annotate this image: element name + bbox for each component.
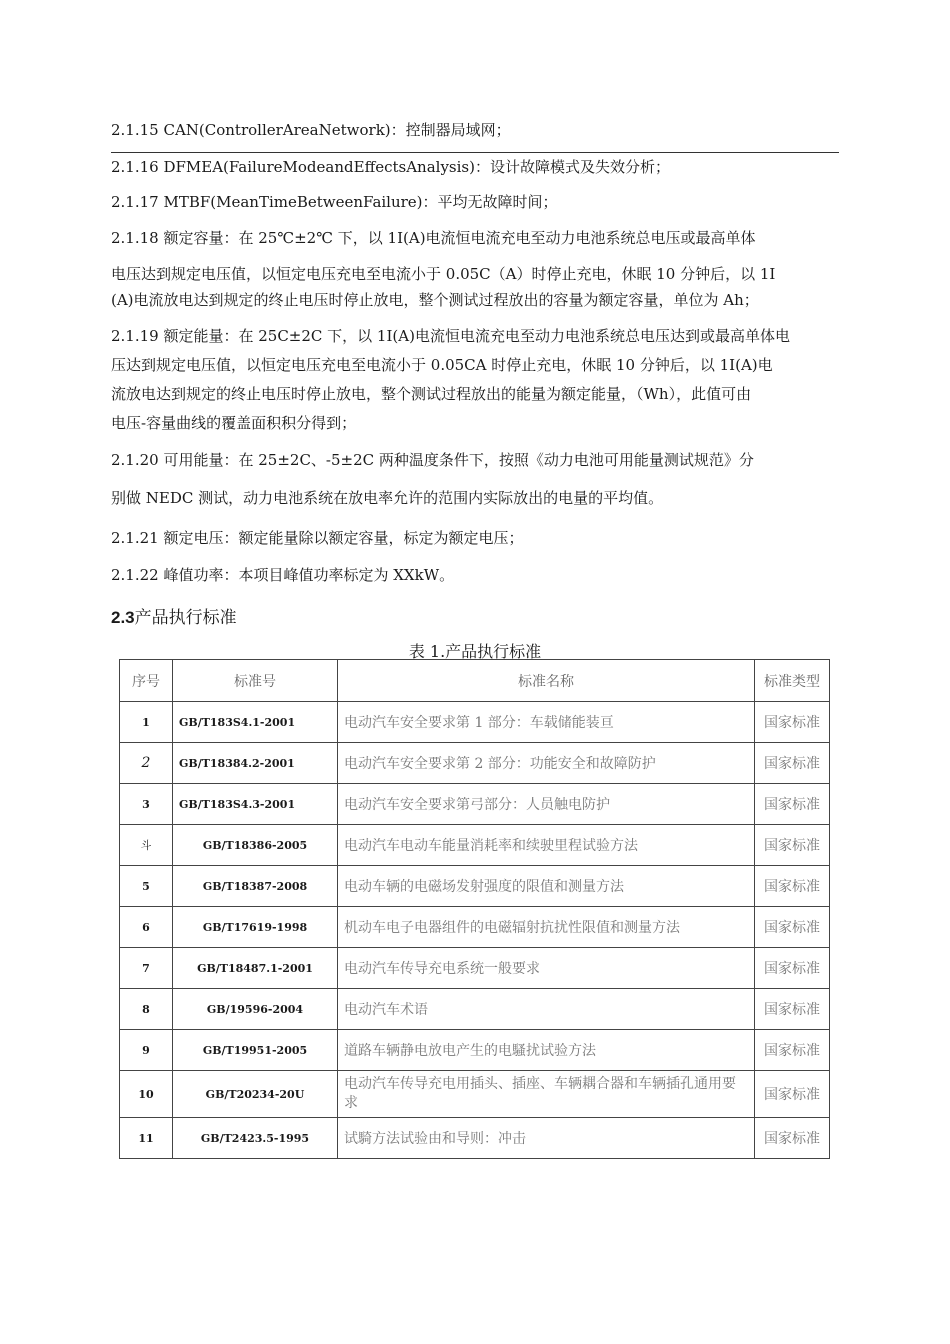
clause-2-1-17: 2.1.17 MTBF(MeanTimeBetweenFailure)：平均无故障时间； [111, 193, 558, 211]
header-index: 序号 [120, 660, 173, 702]
row-name: 电动汽车术语 [338, 989, 755, 1030]
clause-2-1-19-line-3: 流放电达到规定的终止电压时停止放电，整个测试过程放出的能量为额定能量，（Wh），此值可由 [111, 385, 752, 403]
row-name: 机动车电子电器组件的电磁辐射抗扰性限值和测量方法 [338, 907, 755, 948]
header-name: 标准名称 [338, 660, 755, 702]
row-name: 电动汽车电动车能量消耗率和续驶里程试验方法 [338, 825, 755, 866]
row-type: 国家标准 [755, 989, 830, 1030]
table-header-row [120, 660, 830, 702]
clause-2-1-16: 2.1.16 DFMEA(FailureModeandEffectsAnalysis)：设计故障模式及失效分析； [111, 158, 670, 176]
clause-2-1-18-line-3: (A)电流放电达到规定的终止电压时停止放电，整个测试过程放出的容量为额定容量，单位为 Ah； [111, 291, 759, 309]
row-type: 国家标准 [755, 825, 830, 866]
clause-2-1-19-line-1: 2.1.19 额定能量：在 25C±2C 下，以 1I(A)电流恒电流充电至动力电池系统总电压达到或最高单体电 [111, 327, 790, 345]
row-code: GB/19596-2004 [173, 989, 338, 1030]
row-index: 6 [120, 907, 173, 948]
row-name: 电动汽车安全要求第弓部分：人员触电防护 [338, 784, 755, 825]
row-index: 10 [120, 1071, 173, 1118]
row-index: 2 [120, 743, 173, 784]
row-type: 国家标准 [755, 1030, 830, 1071]
row-type: 国家标准 [755, 743, 830, 784]
row-index: 8 [120, 989, 173, 1030]
row-type: 国家标准 [755, 784, 830, 825]
row-index: 斗 [120, 825, 173, 866]
clause-2-1-20-line-2: 别做 NEDC 测试，动力电池系统在放电率允许的范围内实际放出的电量的平均值。 [111, 489, 664, 507]
row-code: GB/T20234-20U [173, 1071, 338, 1118]
row-name: 电动汽车安全要求第 2 部分：功能安全和故障防护 [338, 743, 755, 784]
row-type: 国家标准 [755, 948, 830, 989]
row-code: GB/T183S4.3-2001 [173, 784, 338, 825]
table-row [120, 866, 830, 907]
clause-2-1-19-line-2: 压达到规定电压值，以恒定电压充电至电流小于 0.05CA 时停止充电，休眠 10 分钟后，以 1I(A)电 [111, 356, 773, 374]
row-type: 国家标准 [755, 1071, 830, 1118]
row-index: 5 [120, 866, 173, 907]
table-caption: 表 1.产品执行标准 [408, 642, 542, 661]
row-name: 道路车辆静电放电产生的电騷扰试验方法 [338, 1030, 755, 1071]
table-row [120, 1071, 830, 1118]
clause-2-1-18-line-2: 电压达到规定电压值，以恒定电压充电至电流小于 0.05C（A）时停止充电，休眠 10 分钟后，以 1I [111, 265, 776, 283]
row-code: GB/T2423.5-1995 [173, 1118, 338, 1159]
header-code: 标准号 [173, 660, 338, 702]
table-row [120, 1118, 830, 1159]
row-index: 9 [120, 1030, 173, 1071]
row-name: 试騎方法试验由和导则：冲击 [338, 1118, 755, 1159]
clause-2-1-21: 2.1.21 额定电压：额定能量除以额定容量，标定为额定电压； [111, 529, 524, 547]
row-index: 3 [120, 784, 173, 825]
clause-2-1-22: 2.1.22 峰值功率：本项目峰值功率标定为 XXkW。 [111, 566, 455, 584]
header-type: 标准类型 [755, 660, 830, 702]
clause-2-1-19-line-4: 电压-容量曲线的覆盖面积积分得到； [111, 414, 357, 432]
table-row [120, 743, 830, 784]
section-heading [111, 603, 237, 628]
row-name: 电动车辆的电磁场发射强度的限值和测量方法 [338, 866, 755, 907]
row-type: 国家标准 [755, 907, 830, 948]
table-row [120, 948, 830, 989]
row-type: 国家标准 [755, 866, 830, 907]
row-type: 国家标准 [755, 1118, 830, 1159]
clause-2-1-20-line-1: 2.1.20 可用能量：在 25±2C、-5±2C 两种温度条件下，按照《动力电池可用能量测试规范》分 [111, 451, 754, 469]
table-row [120, 784, 830, 825]
row-code: GB/T18384.2-2001 [173, 743, 338, 784]
section-title: 产品执行标准 [134, 608, 237, 628]
row-name: 电动汽车安全要求第 1 部分：车载储能装亘 [338, 702, 755, 743]
row-code: GB/T19951-2005 [173, 1030, 338, 1071]
row-code: GB/T18387-2008 [173, 866, 338, 907]
standards-table [119, 659, 830, 1159]
clause-2-1-15: 2.1.15 CAN(ControllerAreaNetwork)：控制器局域网； [111, 121, 511, 139]
row-index: 11 [120, 1118, 173, 1159]
table-row [120, 702, 830, 743]
table-row [120, 1030, 830, 1071]
row-name: 电动汽车传导充电系统一般要求 [338, 948, 755, 989]
row-type: 国家标准 [755, 702, 830, 743]
row-index: 1 [120, 702, 173, 743]
row-code: GB/T17619-1998 [173, 907, 338, 948]
row-code: GB/T18386-2005 [173, 825, 338, 866]
row-index: 7 [120, 948, 173, 989]
table-row [120, 907, 830, 948]
table-row [120, 825, 830, 866]
table-row [120, 989, 830, 1030]
row-code: GB/T18487.1-2001 [173, 948, 338, 989]
row-name: 电动汽车传导充电用插头、插座、车辆耦合器和车辆插孔通用要求 [338, 1071, 755, 1118]
horizontal-rule [111, 152, 839, 153]
section-number: 2.3 [111, 608, 135, 627]
row-code: GB/T183S4.1-2001 [173, 702, 338, 743]
clause-2-1-18-line-1: 2.1.18 额定容量：在 25℃±2℃ 下，以 1I(A)电流恒电流充电至动力电池系统总电压或最高单体 [111, 229, 756, 247]
